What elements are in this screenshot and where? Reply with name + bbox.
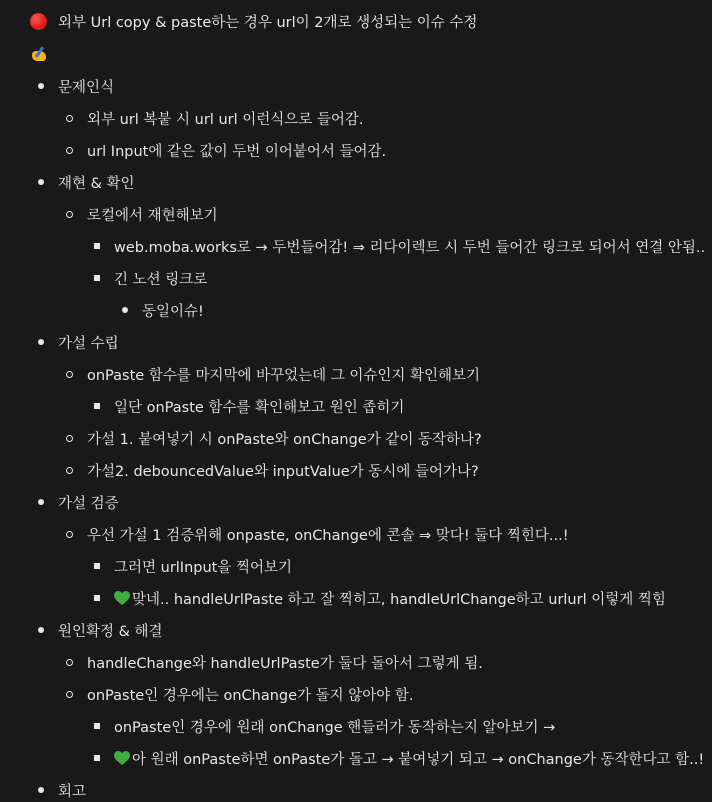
square-bullet bbox=[94, 755, 100, 761]
list-item-text: 문제인식 bbox=[58, 79, 115, 96]
green-heart-icon bbox=[114, 591, 130, 606]
list-item[interactable] bbox=[38, 778, 86, 802]
square-bullet bbox=[94, 275, 100, 281]
list-item[interactable] bbox=[94, 394, 404, 418]
list-item-text: 아 원래 onPaste하면 onPaste가 돌고 → 붙여넣기 되고 → onChange가 동작한다고 함..! bbox=[132, 751, 705, 768]
writing-hand-icon bbox=[30, 45, 50, 63]
square-bullet bbox=[94, 595, 100, 601]
list-item-text: 동일이슈! bbox=[142, 303, 204, 320]
list-item-text: 우선 가설 1 검증위해 onpaste, onChange에 콘솔 ⇒ 맞다! 둘다 찍힌다...! bbox=[87, 527, 569, 544]
list-item-text: 맞네.. handleUrlPaste 하고 잘 찍히고, handleUrlChange하고 urlurl 이렇게 찍힘 bbox=[132, 591, 666, 608]
disc-bullet bbox=[38, 499, 44, 505]
list-item[interactable] bbox=[66, 106, 364, 130]
list-item[interactable] bbox=[94, 746, 704, 770]
list-item[interactable] bbox=[38, 330, 119, 354]
disc-bullet bbox=[38, 627, 44, 633]
disc-bullet bbox=[38, 83, 44, 89]
list-item[interactable] bbox=[38, 170, 135, 194]
list-item[interactable] bbox=[66, 362, 480, 386]
list-item[interactable] bbox=[66, 522, 569, 546]
list-item[interactable] bbox=[66, 682, 414, 706]
circle-bullet bbox=[66, 467, 73, 474]
list-item-text: 긴 노션 링크로 bbox=[114, 271, 208, 288]
list-item[interactable] bbox=[66, 138, 386, 162]
list-item-text: 가설 수립 bbox=[58, 335, 119, 352]
red-circle-icon bbox=[30, 13, 47, 30]
list-item-text: onPaste인 경우에 원래 onChange 핸들러가 동작하는지 알아보기 → bbox=[114, 719, 556, 736]
list-item-text: url Input에 같은 값이 두번 이어붙어서 들어감. bbox=[87, 143, 387, 160]
list-item-text: 로컬에서 재현해보기 bbox=[87, 207, 218, 224]
circle-bullet bbox=[66, 147, 73, 154]
disc-bullet bbox=[38, 339, 44, 345]
circle-bullet bbox=[66, 435, 73, 442]
circle-bullet bbox=[66, 371, 73, 378]
list-item-text: handleChange와 handleUrlPaste가 둘다 돌아서 그렇게 됨. bbox=[87, 655, 483, 672]
square-bullet bbox=[94, 243, 100, 249]
list-item-text: 외부 url 복붙 시 url url 이런식으로 들어감. bbox=[87, 111, 364, 128]
list-item-text: web.moba.works로 → 두번들어감! ⇒ 리다이렉트 시 두번 들어간 링크로 되어서 연결 안됨.. bbox=[114, 239, 706, 256]
list-item-text: 일단 onPaste 함수를 확인해보고 원인 좁히기 bbox=[114, 399, 405, 416]
green-heart-icon bbox=[114, 751, 130, 766]
list-item[interactable] bbox=[38, 74, 114, 98]
list-item-text: 재현 & 확인 bbox=[58, 175, 135, 192]
page-title-row bbox=[30, 9, 477, 33]
list-item-text: onPaste 함수를 마지막에 바꾸었는데 그 이슈인지 확인해보기 bbox=[87, 367, 481, 384]
list-item-text: 원인확정 & 해결 bbox=[58, 623, 163, 640]
square-bullet bbox=[94, 403, 100, 409]
list-item-text: 가설 1. 붙여넣기 시 onPaste와 onChange가 같이 동작하나? bbox=[87, 431, 482, 448]
list-item[interactable] bbox=[66, 202, 218, 226]
circle-bullet bbox=[66, 659, 73, 666]
circle-bullet bbox=[66, 691, 73, 698]
list-item-text: 회고 bbox=[58, 783, 87, 800]
disc-bullet bbox=[38, 179, 44, 185]
list-item[interactable] bbox=[94, 266, 207, 290]
list-item-text: onPaste인 경우에는 onChange가 돌지 않아야 함. bbox=[87, 687, 414, 704]
list-item[interactable] bbox=[94, 234, 705, 258]
list-item[interactable] bbox=[66, 426, 482, 450]
list-item[interactable] bbox=[38, 618, 163, 642]
list-item[interactable] bbox=[94, 586, 666, 610]
list-item[interactable] bbox=[66, 650, 483, 674]
list-item-text: 그러면 urlInput을 찍어보기 bbox=[114, 559, 292, 576]
disc-bullet bbox=[38, 787, 44, 793]
emoji-line bbox=[30, 42, 50, 66]
circle-bullet bbox=[66, 531, 73, 538]
circle-bullet bbox=[66, 115, 73, 122]
disc-bullet bbox=[122, 307, 128, 313]
page-title: 외부 Url copy & paste하는 경우 url이 2개로 생성되는 이슈 수정 bbox=[58, 14, 478, 31]
list-item[interactable] bbox=[38, 490, 119, 514]
list-item[interactable] bbox=[94, 714, 555, 738]
list-item[interactable] bbox=[94, 554, 292, 578]
square-bullet bbox=[94, 723, 100, 729]
list-item-text: 가설 검증 bbox=[58, 495, 119, 512]
square-bullet bbox=[94, 563, 100, 569]
circle-bullet bbox=[66, 211, 73, 218]
list-item-text: 가설2. debouncedValue와 inputValue가 동시에 들어가나? bbox=[87, 463, 479, 480]
list-item[interactable] bbox=[66, 458, 479, 482]
list-item[interactable] bbox=[122, 298, 204, 322]
